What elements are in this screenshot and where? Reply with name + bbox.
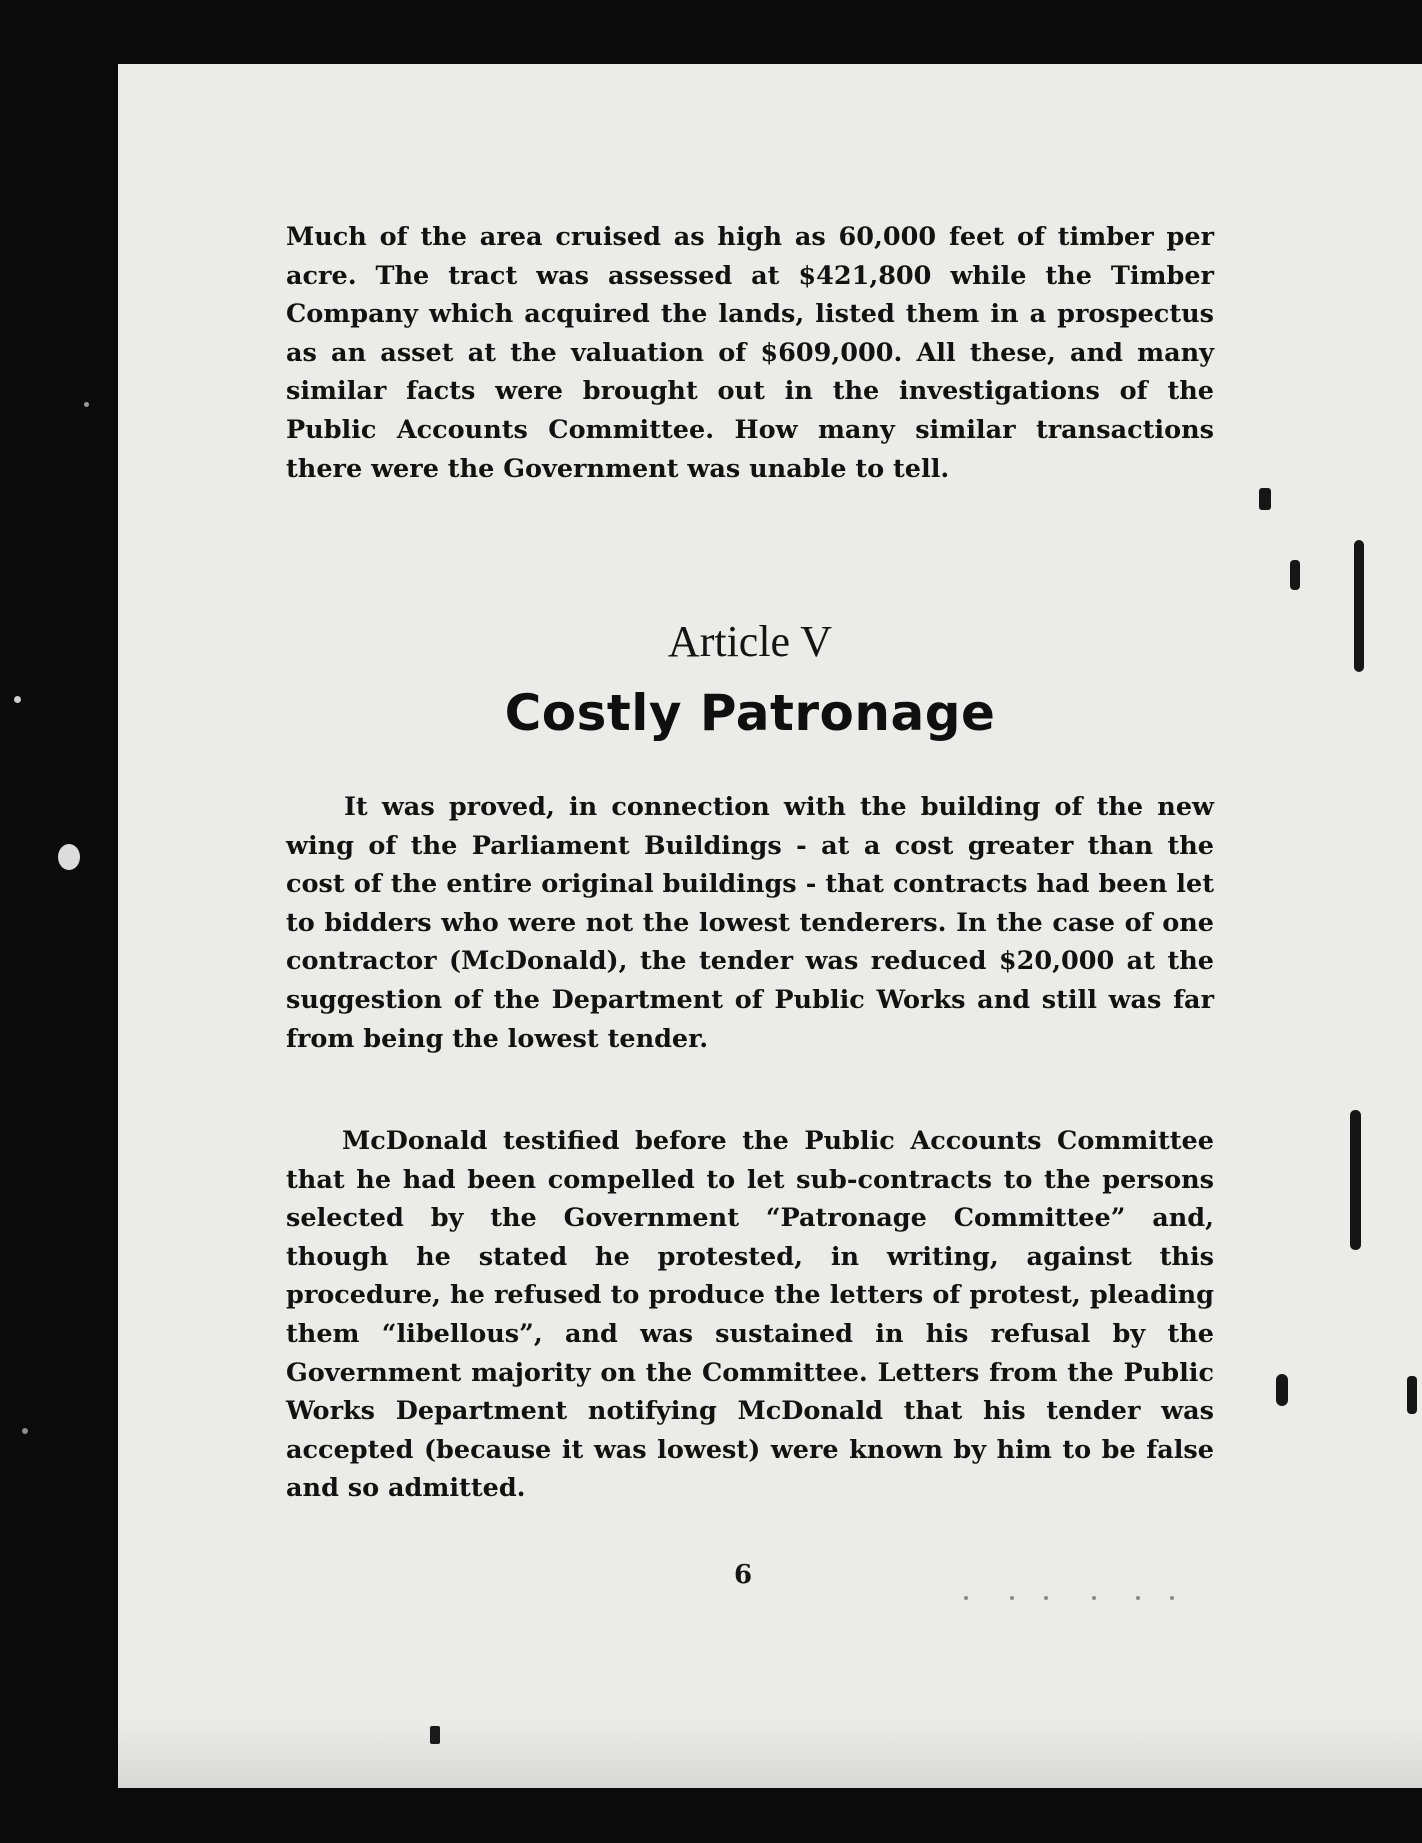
scan-artifact-mark — [1350, 1110, 1361, 1250]
scan-artifact-speck — [58, 844, 80, 870]
scan-artifact-mark — [1290, 560, 1300, 590]
scan-artifact-speck — [964, 1596, 968, 1600]
paragraph-parliament-buildings: It was proved, in connection with the building of the new wing of the Parliament Buildings - at a cost greater than the cost of the entire original buildings - that contracts had been let to bidders who were not the lowest tenderers. In the case of one contractor (McDonald), the tender was reduced $20,000 at the suggestion of the Department of Public Works and still was far from being the lowest tender. — [286, 792, 1214, 1054]
scan-artifact-mark — [1407, 1376, 1417, 1414]
page-number: 6 — [733, 1560, 753, 1590]
scan-artifact-speck — [1092, 1596, 1096, 1600]
scan-artifact-speck — [22, 1428, 28, 1434]
paragraph-mcdonald-testimony: McDonald testified before the Public Accounts Committee that he had been compelled to let sub-contracts to the persons selected by the Government “Patronage Committee” and, though he stated he protested, in writing, against this procedure, he refused to produce the letters of protest, pleading them “libellous”, and was sustained in his refusal by the Government majority on the Committee. Letters from the Public Works Department notifying McDonald that his tender was accepted (because it was lowest) were known by him to be false and so admitted. — [286, 1126, 1214, 1504]
scan-artifact-speck — [430, 1726, 440, 1744]
article-label: Article V — [667, 617, 833, 666]
scan-artifact-speck — [1044, 1596, 1048, 1600]
scan-artifact-mark — [1259, 488, 1271, 510]
scan-artifact-speck — [1136, 1596, 1140, 1600]
scan-artifact-speck — [14, 696, 21, 703]
scan-artifact-speck — [84, 402, 89, 407]
paragraph-timber-assessment: Much of the area cruised as high as 60,000 feet of timber per acre. The tract was assessed at $421,800 while the Timber Company which acquired the lands, listed them in a prospectus as an asset at the valuation of $609,000. All these, and many similar facts were brought out in the investigations of the Public Accounts Committee. How many similar transactions there were the Government was unable to tell. — [286, 222, 1214, 484]
article-title: Costly Patronage — [504, 684, 996, 742]
scan-artifact-speck — [1170, 1596, 1174, 1600]
scan-artifact-speck — [1010, 1596, 1014, 1600]
scan-artifact-mark — [1354, 540, 1364, 672]
scan-artifact-mark — [1276, 1374, 1288, 1406]
